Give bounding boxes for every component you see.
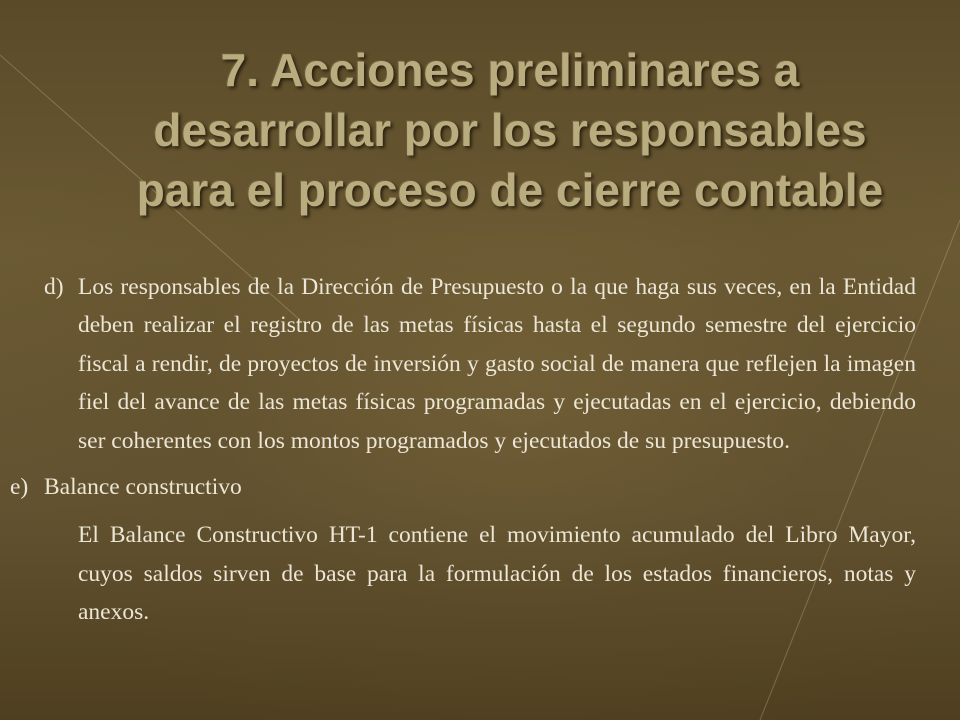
item-d <box>44 268 916 460</box>
item-d-text: Los responsables de la Dirección de Presupuesto o la que haga sus veces, en la Entidad deben realizar el registro de las metas físicas hasta el segundo semestre del ejercicio fiscal a rendir, de proyectos de inversión y gasto social de manera que reflejen la imagen fiel del avance de las metas físicas programadas y ejecutadas en el ejercicio, debiendo ser coherentes con los montos programados y ejecutados de su presupuesto. <box>78 274 916 454</box>
title-line-2: desarrollar por los responsables <box>153 104 867 156</box>
item-e-text: Balance constructivo <box>44 474 242 501</box>
title-line-3: para el proceso de cierre contable <box>136 164 884 216</box>
item-e-detail: El Balance Constructivo HT-1 contiene el movimiento acumulado del Libro Mayor, cuyos saldos sirven de base para la formulación de los estados financieros, notas y anexos. <box>78 522 916 626</box>
item-e <box>10 468 916 506</box>
title-line-1: 7. Acciones preliminares a <box>220 44 800 96</box>
slide-body <box>10 268 916 632</box>
item-e-marker: e) <box>10 474 29 501</box>
slide-title <box>60 40 960 220</box>
item-d-marker: d) <box>44 274 64 300</box>
